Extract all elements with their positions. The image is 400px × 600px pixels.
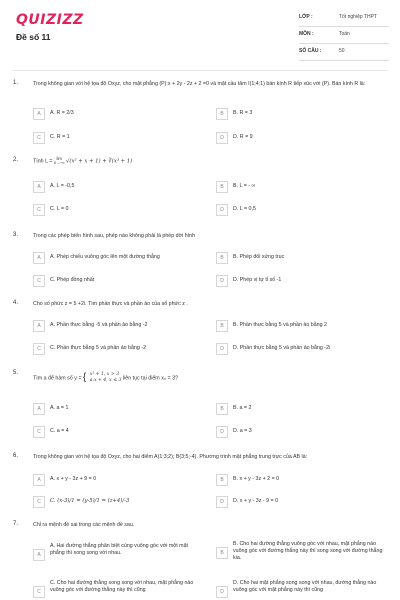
option-letter: B: [216, 320, 228, 332]
option-c[interactable]: [33, 426, 193, 438]
option-a[interactable]: [33, 320, 203, 332]
limit-word: lim: [56, 156, 62, 161]
option-text: D. Cho hai mặt phẳng song song với nhau, đường thẳng nào vuông góc với mặt phẳng này thì cũng: [233, 580, 377, 593]
option-letter: D: [216, 426, 228, 438]
option-a[interactable]: [33, 108, 193, 120]
option-text: A. Hai đường thẳng phân biệt cùng vuông góc với một mặt phẳng thì song song với nhau.: [50, 543, 188, 556]
option-b[interactable]: [216, 320, 386, 332]
meta-label: MÔN :: [299, 31, 314, 37]
limit-subscript: x→-∞: [53, 160, 65, 165]
option-letter: C: [33, 275, 45, 287]
option-letter: B: [216, 474, 228, 486]
question-number: 1.: [13, 80, 19, 86]
option-b[interactable]: [216, 541, 391, 567]
option-text: B. x + y - 3z + 2 = 0: [233, 476, 280, 482]
meta-label: LỚP :: [299, 14, 313, 20]
question-text: [33, 372, 383, 384]
option-letter: C: [33, 132, 45, 144]
option-b[interactable]: [216, 252, 376, 264]
option-letter: A: [33, 108, 45, 120]
worksheet-header: [0, 0, 400, 68]
option-a[interactable]: [33, 403, 193, 415]
logo-text: QUIZIZZ: [16, 12, 84, 28]
option-d[interactable]: [216, 343, 386, 355]
option-text: D. Phần thực bằng 5 và phần ảo bằng -2i: [233, 345, 331, 351]
question-text: Trong không gian với hệ tọa độ Oxyz, cho hai điểm A(1;3;2); B(3;5;-4). Phương trình mặt phẳng trung trực của AB là:: [33, 454, 308, 460]
option-c[interactable]: [33, 132, 193, 144]
option-letter: B: [216, 252, 228, 264]
option-letter: D: [216, 132, 228, 144]
question-number: 7.: [13, 521, 19, 527]
option-text: D. a = 3: [233, 428, 252, 434]
piecewise-brace: {: [82, 372, 87, 383]
option-text: B. a = 2: [233, 405, 252, 411]
question-text: Chỉ ra mệnh đề sai trong các mệnh đề sau.: [33, 522, 135, 528]
option-d[interactable]: [216, 132, 376, 144]
option-text: C. Phép đồng nhất: [50, 277, 95, 283]
meta-row-class: [299, 12, 389, 27]
option-text: D. L = 0,5: [233, 206, 256, 212]
question-number: 6.: [13, 453, 19, 459]
option-a[interactable]: [33, 181, 193, 193]
option-d[interactable]: [216, 496, 376, 508]
meta-label: SỐ CÂU :: [299, 48, 322, 54]
option-letter: B: [216, 108, 228, 120]
option-letter: D: [216, 204, 228, 216]
option-letter: A: [33, 181, 45, 193]
question-prefix: Tìm a để hàm số y =: [33, 375, 82, 382]
option-c[interactable]: [33, 580, 208, 600]
option-text: C. (x-3)/1 = (y-5)/1 = (z+4)/-3: [50, 498, 130, 504]
worksheet-meta: [299, 12, 389, 63]
option-text: B. R = 3: [233, 110, 253, 116]
option-d[interactable]: [216, 426, 376, 438]
option-letter: C: [33, 204, 45, 216]
question-number: 2.: [13, 157, 19, 163]
option-letter: D: [216, 343, 228, 355]
option-d[interactable]: [216, 580, 391, 600]
option-text: A. L = -0,5: [50, 183, 75, 189]
option-text: B. Phần thực bằng 5 và phần ảo bằng 2: [233, 322, 327, 328]
question-prefix: Tính L =: [33, 158, 53, 165]
meta-value: Tốt nghiệp THPT: [339, 14, 377, 20]
option-text: D. Phép vị tự tỉ số -1: [233, 277, 282, 283]
meta-row-count: [299, 46, 389, 61]
option-letter: B: [216, 403, 228, 415]
option-letter: C: [33, 586, 45, 598]
option-a[interactable]: [33, 474, 193, 486]
option-text: B. Cho hai đường thẳng vuông góc với nhau, mặt phẳng nào vuông góc với đường thẳng này thì song song với đường thẳng kia.: [233, 541, 383, 561]
piece-top: x² + 1, x > 3: [89, 372, 120, 377]
option-letter: D: [216, 496, 228, 508]
option-text: A. R = 2/3: [50, 110, 74, 116]
option-letter: D: [216, 275, 228, 287]
option-b[interactable]: [216, 108, 376, 120]
option-letter: A: [33, 252, 45, 264]
option-letter: A: [33, 549, 45, 561]
option-c[interactable]: [33, 275, 193, 287]
question-suffix: liên tục tại điểm x₀ = 3?: [122, 375, 178, 382]
option-c[interactable]: [33, 496, 193, 508]
option-c[interactable]: [33, 343, 203, 355]
option-text: B. L = - ∞: [233, 183, 256, 189]
option-letter: C: [33, 426, 45, 438]
option-text: D. x + y - 3z - 9 = 0: [233, 498, 279, 504]
option-text: A. Phần thực bằng -5 và phần ảo bằng -2: [50, 322, 148, 328]
option-text: A. a = 1: [50, 405, 69, 411]
option-text: C. Cho hai đường thẳng song song với nhau, mặt phẳng nào vuông góc với đường thẳng này thì cũng: [50, 580, 194, 593]
option-text: C. Phần thực bằng 5 và phần ảo bằng -2: [50, 345, 147, 351]
option-letter: B: [216, 181, 228, 193]
piecewise-function: [90, 372, 122, 384]
option-letter: C: [33, 496, 45, 508]
option-text: C. L = 0: [50, 206, 69, 212]
limit-operator: [54, 157, 65, 165]
question-text: Trong các phép biến hình sau, phép nào không phải là phép dời hình: [33, 233, 196, 239]
question-number: 4.: [13, 300, 19, 306]
option-a[interactable]: [33, 252, 203, 264]
meta-value: Toán: [339, 31, 350, 37]
option-text: A. x + y - 3z + 9 = 0: [50, 476, 97, 482]
option-c[interactable]: [33, 204, 193, 216]
limit-expression: √(x² + x + 1) + ∛(x³ + 1): [66, 158, 133, 165]
option-text: B. Phép đối xứng trục: [233, 254, 285, 260]
question-text: Trong không gian với hệ tọa độ Oxyz, cho mặt phẳng (P):x + 2y - 2z + 2 =0 và mặt cầu tâm I(1;4;1) bán kính R tiếp xúc với (P). Bán kính R là:: [33, 81, 366, 87]
option-letter: A: [33, 320, 45, 332]
option-d[interactable]: [216, 275, 376, 287]
option-letter: D: [216, 586, 228, 598]
piece-bottom: a.x + 4, x ≤ 3: [89, 378, 122, 383]
option-b[interactable]: [216, 181, 376, 193]
option-letter: A: [33, 403, 45, 415]
option-text: A. Phép chiếu vuông góc lên một đường thẳng: [50, 254, 160, 260]
option-d[interactable]: [216, 204, 376, 216]
option-letter: B: [216, 547, 228, 559]
question-number: 5.: [13, 370, 19, 376]
meta-row-subject: [299, 29, 389, 44]
option-letter: C: [33, 343, 45, 355]
option-letter: A: [33, 474, 45, 486]
question-number: 3.: [13, 232, 19, 238]
option-text: C. a = 4: [50, 428, 69, 434]
meta-value: 50: [339, 48, 345, 54]
question-text: Cho số phức z = 5 +2i. Tìm phần thực và phần ảo của số phức z .: [33, 301, 188, 307]
option-b[interactable]: [216, 474, 376, 486]
option-text: C. R = 1: [50, 134, 70, 140]
option-text: D. R = 9: [233, 134, 253, 140]
quizizz-logo: [16, 12, 84, 28]
header-divider: [12, 70, 388, 71]
option-a[interactable]: [33, 543, 208, 565]
option-b[interactable]: [216, 403, 376, 415]
worksheet-title: Đề số 11: [16, 32, 51, 42]
question-text: [33, 157, 383, 165]
